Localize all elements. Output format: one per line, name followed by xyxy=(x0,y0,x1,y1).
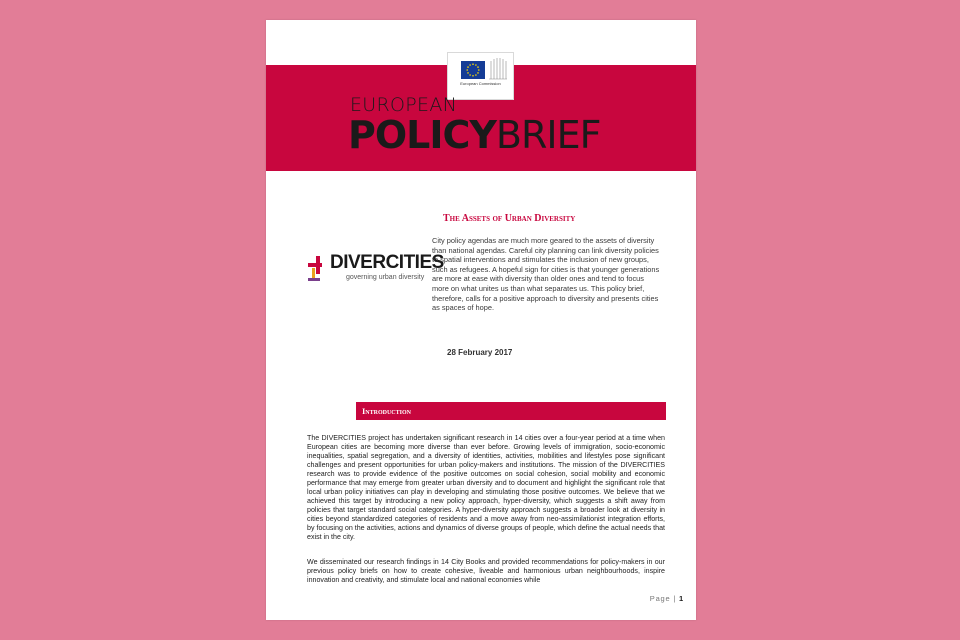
policy-brief-page xyxy=(266,20,696,620)
introduction-paragraph-1: The DIVERCITIES project has undertaken significant research in 14 cities over a four-year period at a time when European cities are becoming more diverse than ever before. Growing levels of immigration, socio-economic inequalities, spatial segregation, and a diversity of identities, activities, mobilities and lifestyles pose significant challenges and present opportunities for urban policy-makers and institutions. The mission of the DIVERCITIES research was to provide evidence of the positive outcomes on social cohesion, social mobility and economic performance that may emerge from greater urban diversity and to document and highlight the significant role that local urban policy initiatives can play in developing and stimulating those positive outcomes. We believe that we achieved this target by introducing a new policy approach, hyper-diversity, which suggests a shift away from policies that target standard social categories. A hyper-diversity approach suggests a broader look at diversity in cities beyond standardized categories of residents and a move away from neo-assimilationist integration efforts, by focusing on the activities, actions and dynamics of diverse groups of people, which define the actual needs that exist in the city. xyxy=(307,434,665,541)
divercities-logo xyxy=(306,252,444,290)
page-label: Page | xyxy=(649,594,677,603)
brief-title: The Assets of Urban Diversity xyxy=(443,213,576,224)
page-number: 1 xyxy=(679,594,684,603)
brief-date: 28 February 2017 xyxy=(447,348,513,357)
brief-abstract: City policy agendas are much more geared to the assets of diversity than national agendas. Careful city planning can link diversity policies to spatial interventions and stimulates the inclusion of new groups, such as refugees. A hopeful sign for cities is that younger generations are more at ease with diversity than older ones and tend to focus more on what unites us than what separates us. This policy brief, therefore, calls for a positive approach to diversity and presents cities as spaces of hope. xyxy=(432,236,660,313)
divercities-tagline: governing urban diversity xyxy=(346,274,425,281)
header-brief: BRIEF xyxy=(495,113,601,157)
introduction-heading: Introduction xyxy=(356,402,666,420)
european-commission-logo xyxy=(447,52,514,100)
header-european: EUROPEAN xyxy=(350,94,458,116)
page-footer xyxy=(584,594,684,603)
eu-flag-icon xyxy=(461,61,485,79)
divercities-mark-icon xyxy=(306,254,332,284)
introduction-paragraph-2: We disseminated our research findings in 14 City Books and provided recommendations for policy-makers in our previous policy briefs on how to create cohesive, liveable and harmonious urban neighbourhoods, inspire innovation and creativity, and stimulate local and national economies while xyxy=(307,558,665,584)
divercities-name: DIVERCITIES xyxy=(330,252,444,273)
berlaymont-building-icon xyxy=(487,57,509,81)
header-policy-brief xyxy=(348,113,600,165)
header-policy: POLICY xyxy=(348,113,496,157)
ec-label: European Commission xyxy=(460,81,501,86)
